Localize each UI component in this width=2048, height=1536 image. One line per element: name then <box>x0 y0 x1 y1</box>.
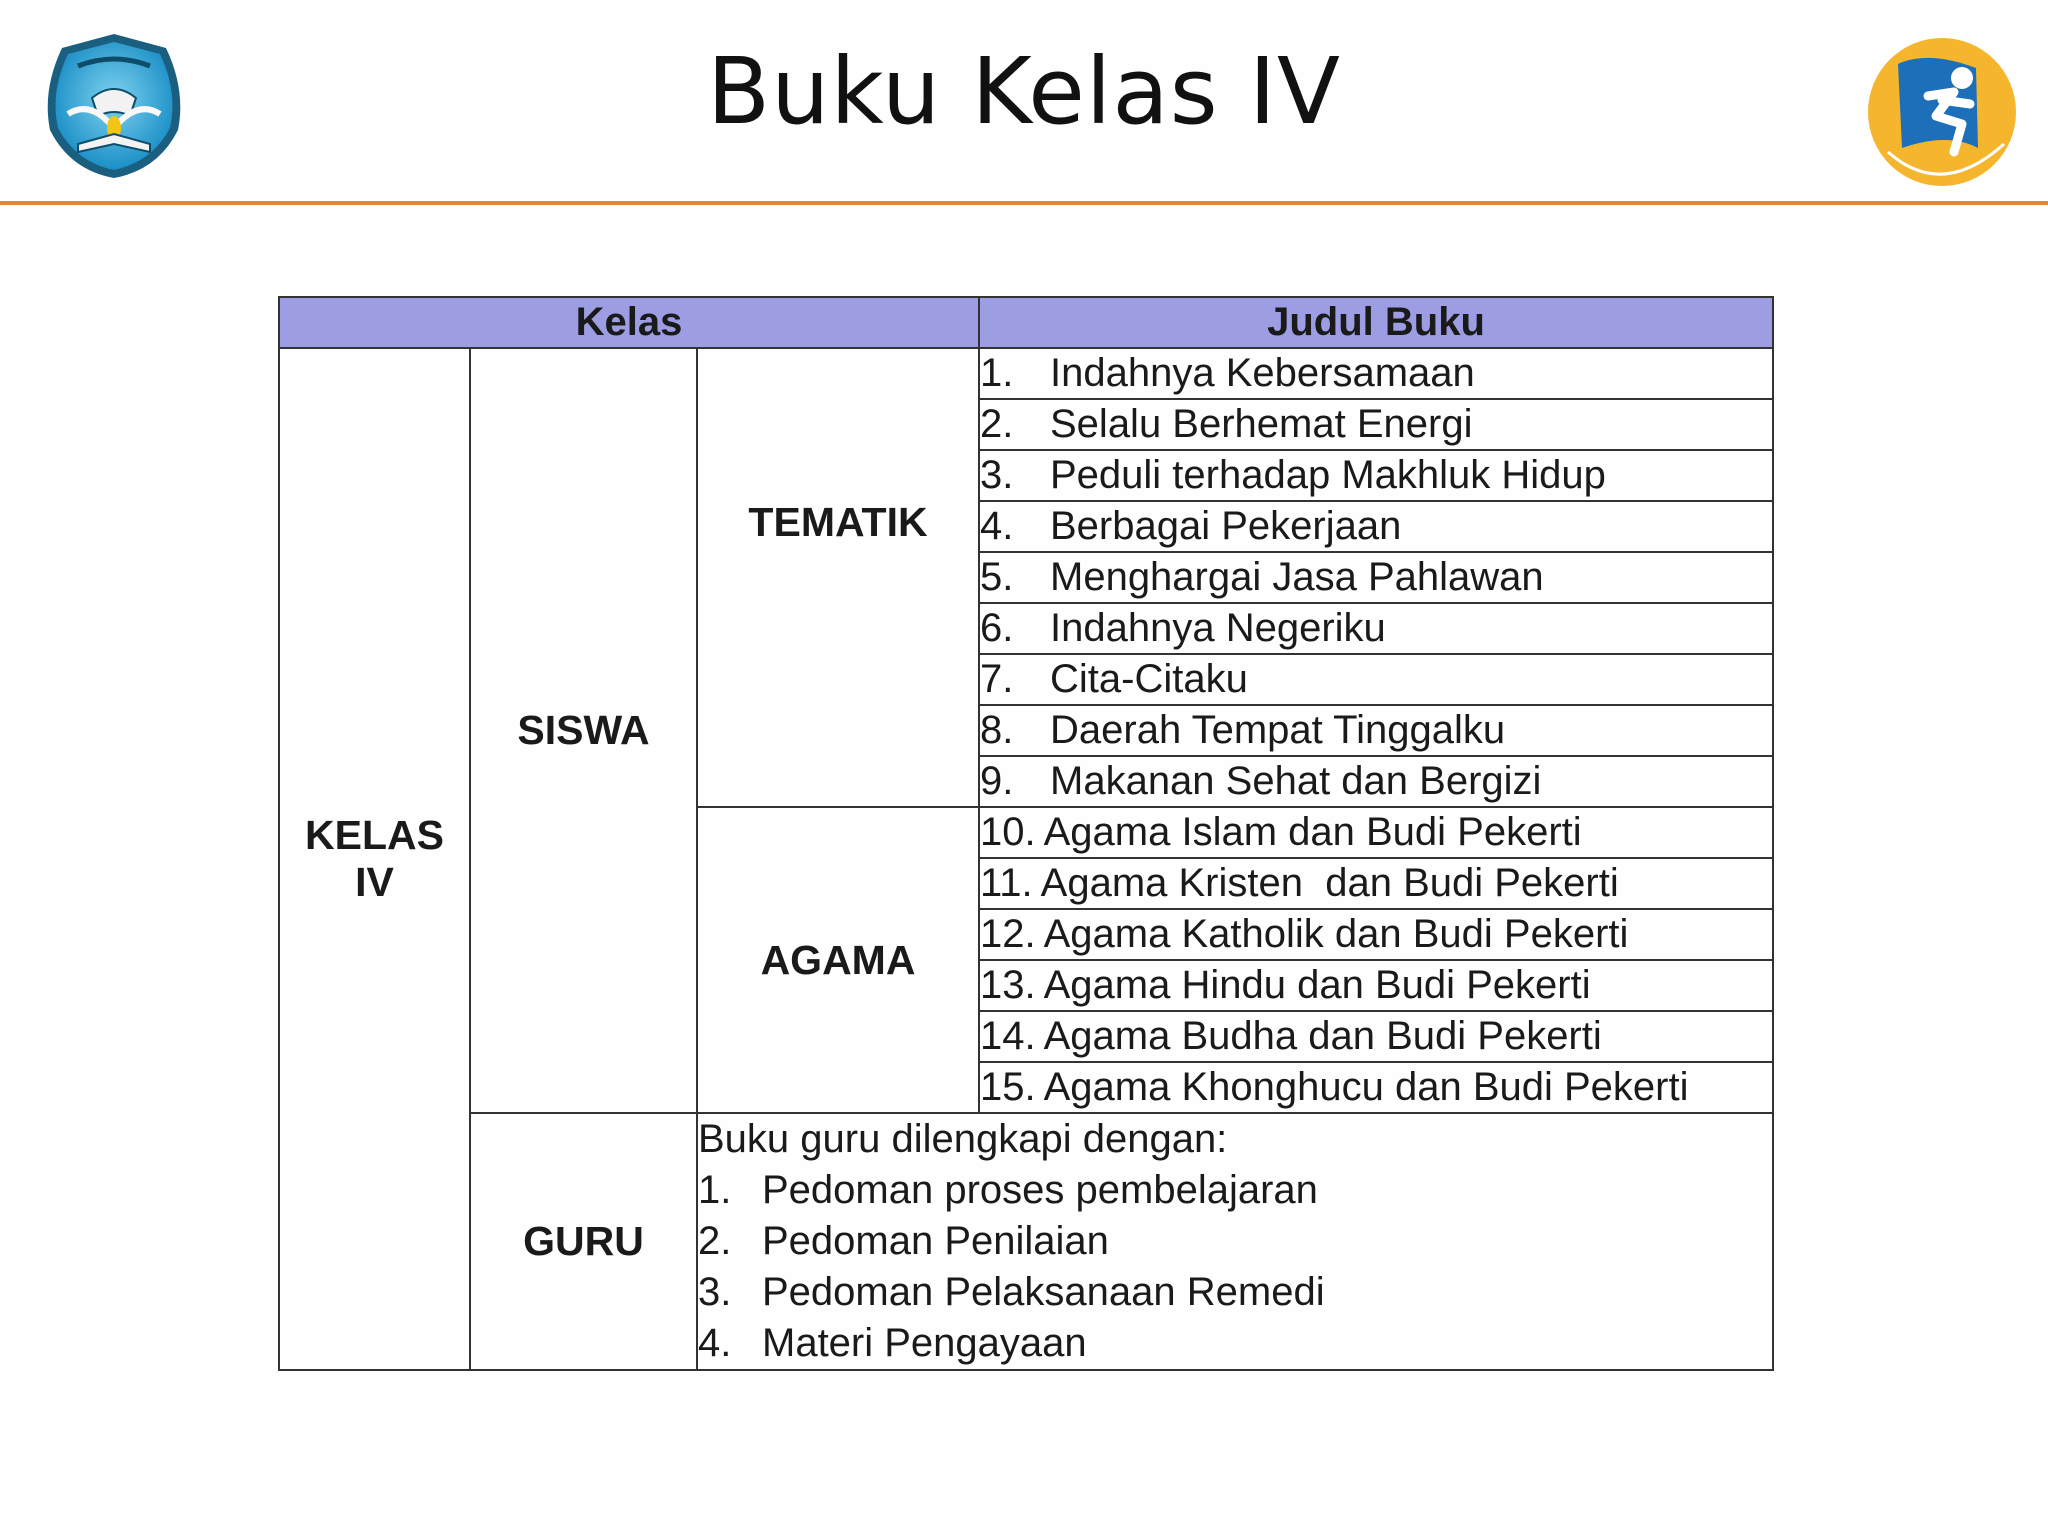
book-item: 10. Agama Islam dan Budi Pekerti <box>979 807 1773 858</box>
book-item: 5. Menghargai Jasa Pahlawan <box>979 552 1773 603</box>
tematik-cell: TEMATIK <box>697 348 979 807</box>
guru-contents <box>697 1113 1773 1370</box>
book-table <box>278 296 1774 1371</box>
guru-cell: GURU <box>470 1113 697 1370</box>
book-item: 13. Agama Hindu dan Budi Pekerti <box>979 960 1773 1011</box>
book-item: 2. Selalu Berhemat Energi <box>979 399 1773 450</box>
kelas-label: KELAS <box>305 812 444 858</box>
kelas-number: IV <box>355 859 394 905</box>
header-judul-buku: Judul Buku <box>979 297 1773 348</box>
header-kelas: Kelas <box>279 297 979 348</box>
list-item: 4. Materi Pengayaan <box>698 1321 1087 1365</box>
list-item: 1. Pedoman proses pembelajaran <box>698 1168 1318 1212</box>
kelas-iv-cell <box>279 348 470 1370</box>
list-item: 2. Pedoman Penilaian <box>698 1219 1109 1263</box>
page-title: Buku Kelas IV <box>707 38 1341 145</box>
book-item: 3. Peduli terhadap Makhluk Hidup <box>979 450 1773 501</box>
table-row <box>279 1113 1773 1370</box>
book-item: 6. Indahnya Negeriku <box>979 603 1773 654</box>
book-item: 15. Agama Khonghucu dan Budi Pekerti <box>979 1062 1773 1113</box>
book-item: 1. Indahnya Kebersamaan <box>979 348 1773 399</box>
table-header-row <box>279 297 1773 348</box>
book-item: 8. Daerah Tempat Tinggalku <box>979 705 1773 756</box>
list-item: 3. Pedoman Pelaksanaan Remedi <box>698 1270 1325 1314</box>
guru-intro: Buku guru dilengkapi dengan: <box>698 1117 1228 1161</box>
agama-cell: AGAMA <box>697 807 979 1113</box>
book-item: 14. Agama Budha dan Budi Pekerti <box>979 1011 1773 1062</box>
table-row <box>279 348 1773 399</box>
header-divider <box>0 201 2048 205</box>
book-item: 9. Makanan Sehat dan Bergizi <box>979 756 1773 807</box>
book-item: 11. Agama Kristen dan Budi Pekerti <box>979 858 1773 909</box>
book-item: 12. Agama Katholik dan Budi Pekerti <box>979 909 1773 960</box>
siswa-cell: SISWA <box>470 348 697 1113</box>
book-item: 4. Berbagai Pekerjaan <box>979 501 1773 552</box>
book-item: 7. Cita-Citaku <box>979 654 1773 705</box>
